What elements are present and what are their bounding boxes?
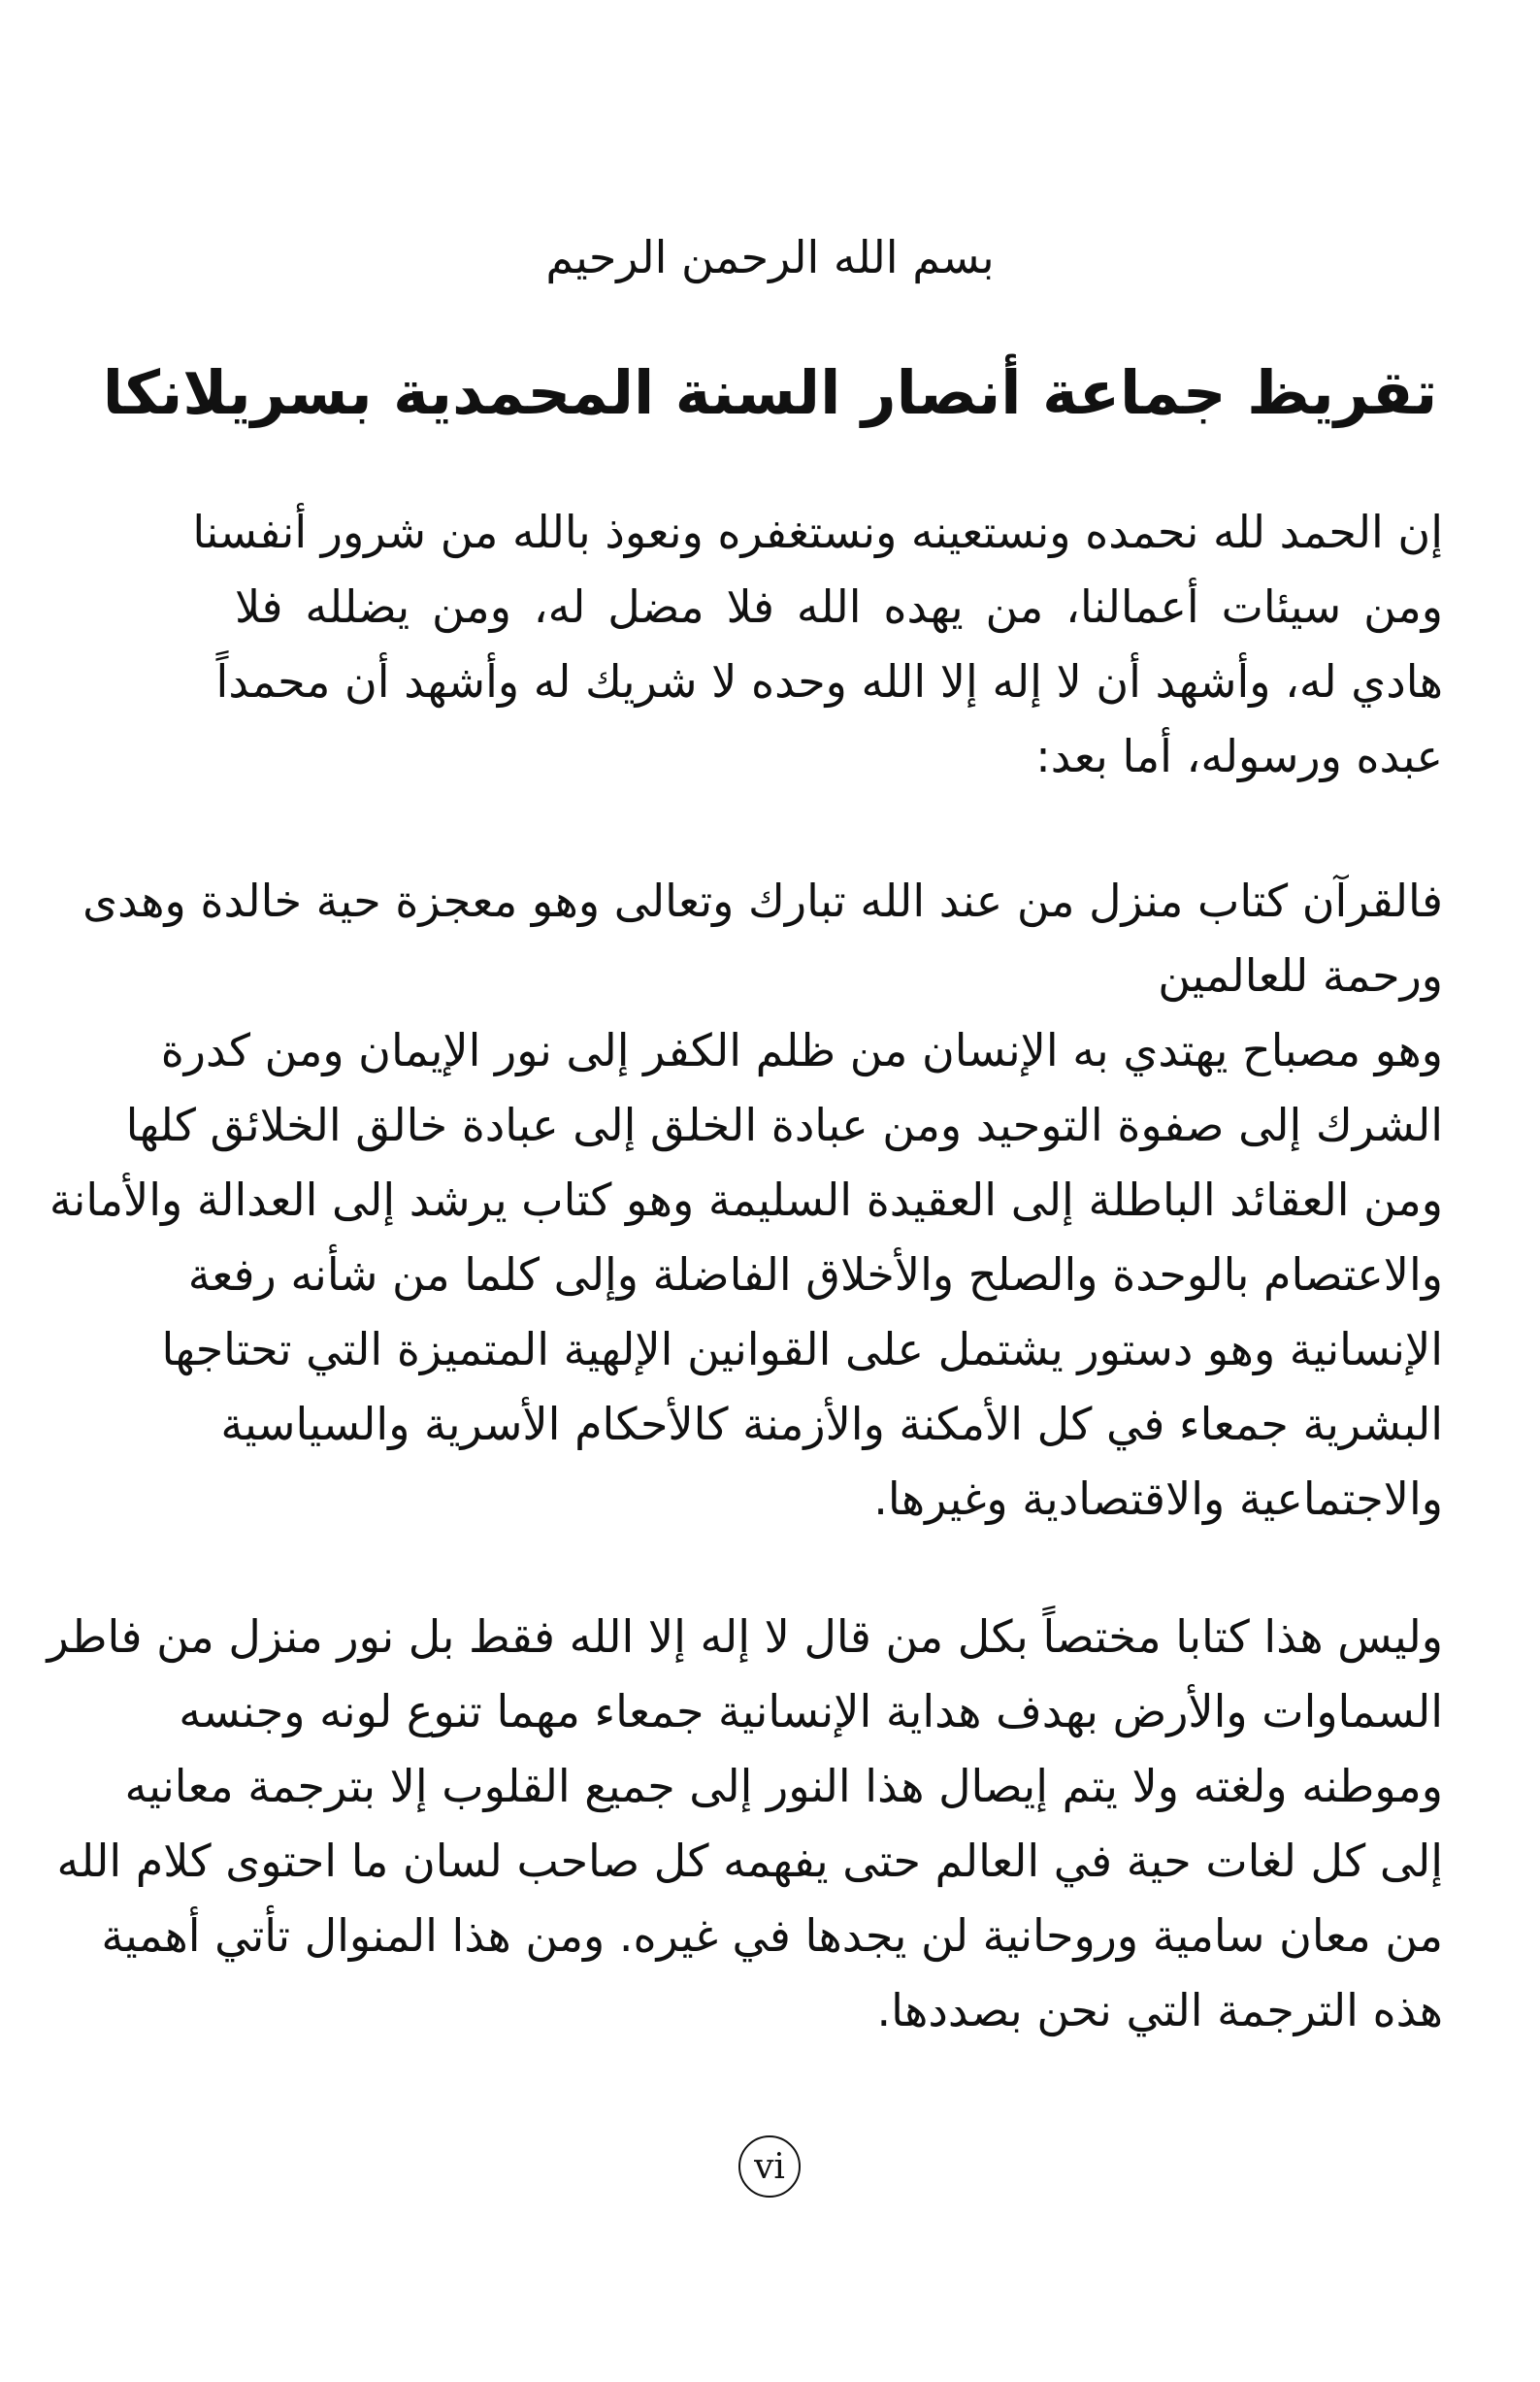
paragraph-line: إلى كل لغات حية في العالم حتى يفهمه كل صاحب لسان ما احتوى كلام الله [56,1835,1443,1887]
paragraph-line: ورحمة للعالمين [1158,949,1443,1002]
paragraph-line: الشرك إلى صفوة التوحيد ومن عبادة الخلق إلى عبادة خالق الخلائق كلها [125,1099,1443,1151]
paragraph-line: ومن سيئات أعمالنا، من يهده الله فلا مضل له، ومن يضلله فلا [235,580,1443,633]
basmala-heading: بسم الله الرحمن الرحيم [545,231,995,283]
paragraph-line: والاعتصام بالوحدة والصلح والأخلاق الفاضلة وإلى كلما من شأنه رفعة [187,1248,1443,1301]
paragraph-line: هذه الترجمة التي نحن بصددها. [876,1984,1443,2036]
paragraph-line: البشرية جمعاء في كل الأمكنة والأزمنة كالأحكام الأسرية والسياسية [220,1398,1443,1450]
paragraph-line: هادي له، وأشهد أن لا إله إلا الله وحده لا شريك له وأشهد أن محمداً [215,655,1443,708]
paragraph-line: وليس هذا كتابا مختصاً بكل من قال لا إله إلا الله فقط بل نور منزل من فاطر [47,1610,1443,1663]
paragraph-quran [49,864,1443,1537]
paragraph-line: والاجتماعية والاقتصادية وغيرها. [873,1472,1443,1525]
paragraph-line: فالقرآن كتاب منزل من عند الله تبارك وتعالى وهو معجزة حية خالدة وهدى [82,875,1443,927]
paragraph-opening [192,495,1443,794]
page-title: تقريظ جماعة أنصار السنة المحمدية بسريلانكا [102,357,1438,428]
paragraph-translation [47,1600,1443,2048]
paragraph-line: وموطنه ولغته ولا يتم إيصال هذا النور إلى جميع القلوب إلا بترجمة معانيه [124,1760,1443,1812]
paragraph-line: الإنسانية وهو دستور يشتمل على القوانين الإلهية المتميزة التي تحتاجها [161,1323,1443,1375]
page-number: vi [738,2135,801,2198]
paragraph-line: وهو مصباح يهتدي به الإنسان من ظلم الكفر إلى نور الإيمان ومن كدرة [160,1024,1443,1076]
paragraph-line: عبده ورسوله، أما بعد: [1035,730,1443,782]
paragraph-line: من معان سامية وروحانية لن يجدها في غيره. ومن هذا المنوال تأتي أهمية [101,1909,1443,1962]
paragraph-line: السماوات والأرض بهدف هداية الإنسانية جمعاء مهما تنوع لونه وجنسه [179,1685,1443,1737]
paragraph-line: إن الحمد لله نحمده ونستعينه ونستغفره ونعوذ بالله من شرور أنفسنا [192,506,1443,558]
paragraph-line: ومن العقائد الباطلة إلى العقيدة السليمة وهو كتاب يرشد إلى العدالة والأمانة [49,1174,1443,1226]
